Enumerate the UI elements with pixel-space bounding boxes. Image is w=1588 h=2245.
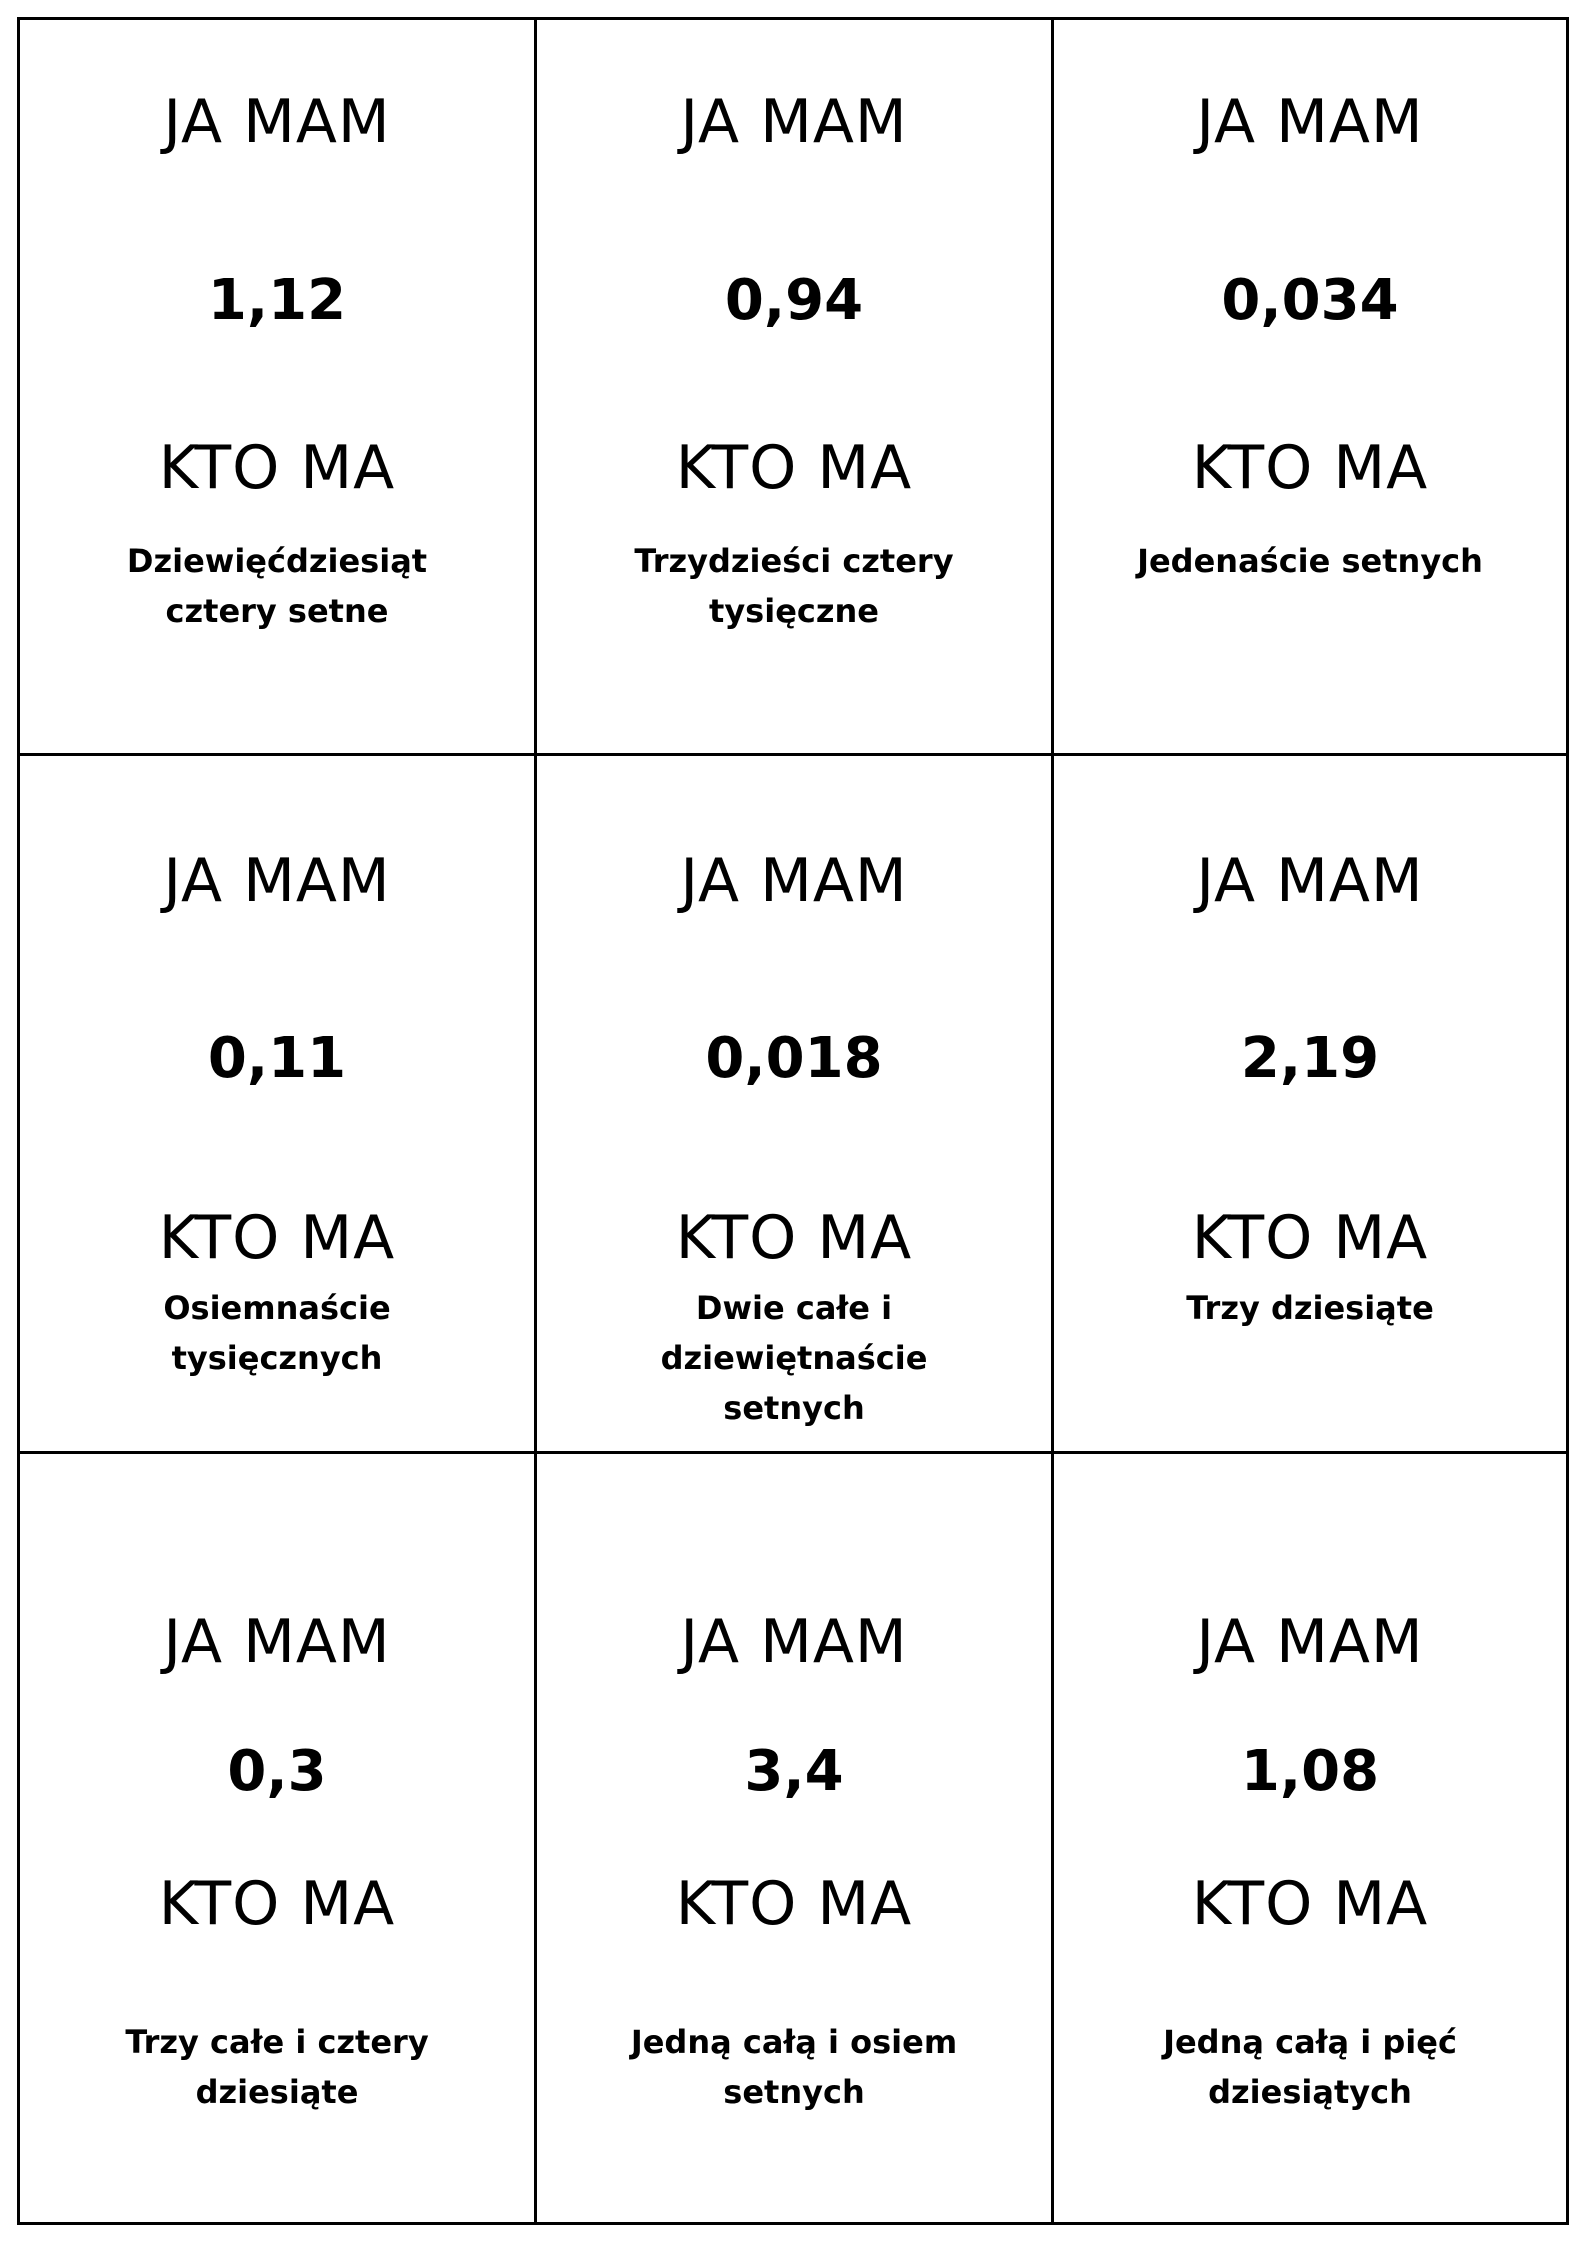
card-number: 1,08 [1240, 1739, 1380, 1804]
card-question: Jedną całą i osiem setnych [630, 2023, 958, 2111]
card-number: 1,12 [207, 268, 347, 333]
who-has-label: KTO MA [1191, 1203, 1429, 1273]
who-has-label: KTO MA [1191, 433, 1429, 503]
i-have-label: JA MAM [1196, 1607, 1424, 1677]
card [20, 1454, 537, 2222]
card [537, 756, 1054, 1454]
card-question: Trzydzieści cztery tysięczne [634, 542, 954, 630]
i-have-label: JA MAM [163, 846, 391, 916]
card [1054, 20, 1566, 756]
card-number: 0,018 [705, 1026, 883, 1091]
i-have-label: JA MAM [163, 1607, 391, 1677]
who-has-label: KTO MA [158, 433, 396, 503]
i-have-label: JA MAM [680, 87, 908, 157]
card-number: 0,034 [1221, 268, 1399, 333]
card-question: Trzy dziesiąte [1186, 1289, 1434, 1327]
card-question: Dziewięćdziesiąt cztery setne [126, 542, 428, 630]
who-has-label: KTO MA [675, 433, 913, 503]
card-number: 3,4 [744, 1739, 844, 1804]
i-have-label: JA MAM [1196, 87, 1424, 157]
i-have-label: JA MAM [163, 87, 391, 157]
card-number: 0,3 [227, 1739, 327, 1804]
i-have-label: JA MAM [680, 1607, 908, 1677]
card-question: Trzy całe i cztery dziesiąte [125, 2023, 429, 2111]
card [20, 20, 537, 756]
card-question: Jedenaście setnych [1137, 542, 1483, 580]
card-question: Osiemnaście tysięcznych [163, 1289, 391, 1377]
card-question: Dwie całe i dziewiętnaście setnych [660, 1289, 928, 1427]
who-has-label: KTO MA [675, 1203, 913, 1273]
who-has-label: KTO MA [1191, 1869, 1429, 1939]
card [537, 20, 1054, 756]
card [537, 1454, 1054, 2222]
who-has-label: KTO MA [158, 1203, 396, 1273]
who-has-label: KTO MA [158, 1869, 396, 1939]
card [20, 756, 537, 1454]
i-have-label: JA MAM [1196, 846, 1424, 916]
i-have-label: JA MAM [680, 846, 908, 916]
card [1054, 1454, 1566, 2222]
card-question: Jedną całą i pięć dziesiątych [1163, 2023, 1457, 2111]
who-has-label: KTO MA [675, 1869, 913, 1939]
card-number: 0,94 [724, 268, 864, 333]
card-number: 0,11 [207, 1026, 347, 1091]
card-sheet [17, 17, 1569, 2225]
card-number: 2,19 [1240, 1026, 1380, 1091]
card [1054, 756, 1566, 1454]
